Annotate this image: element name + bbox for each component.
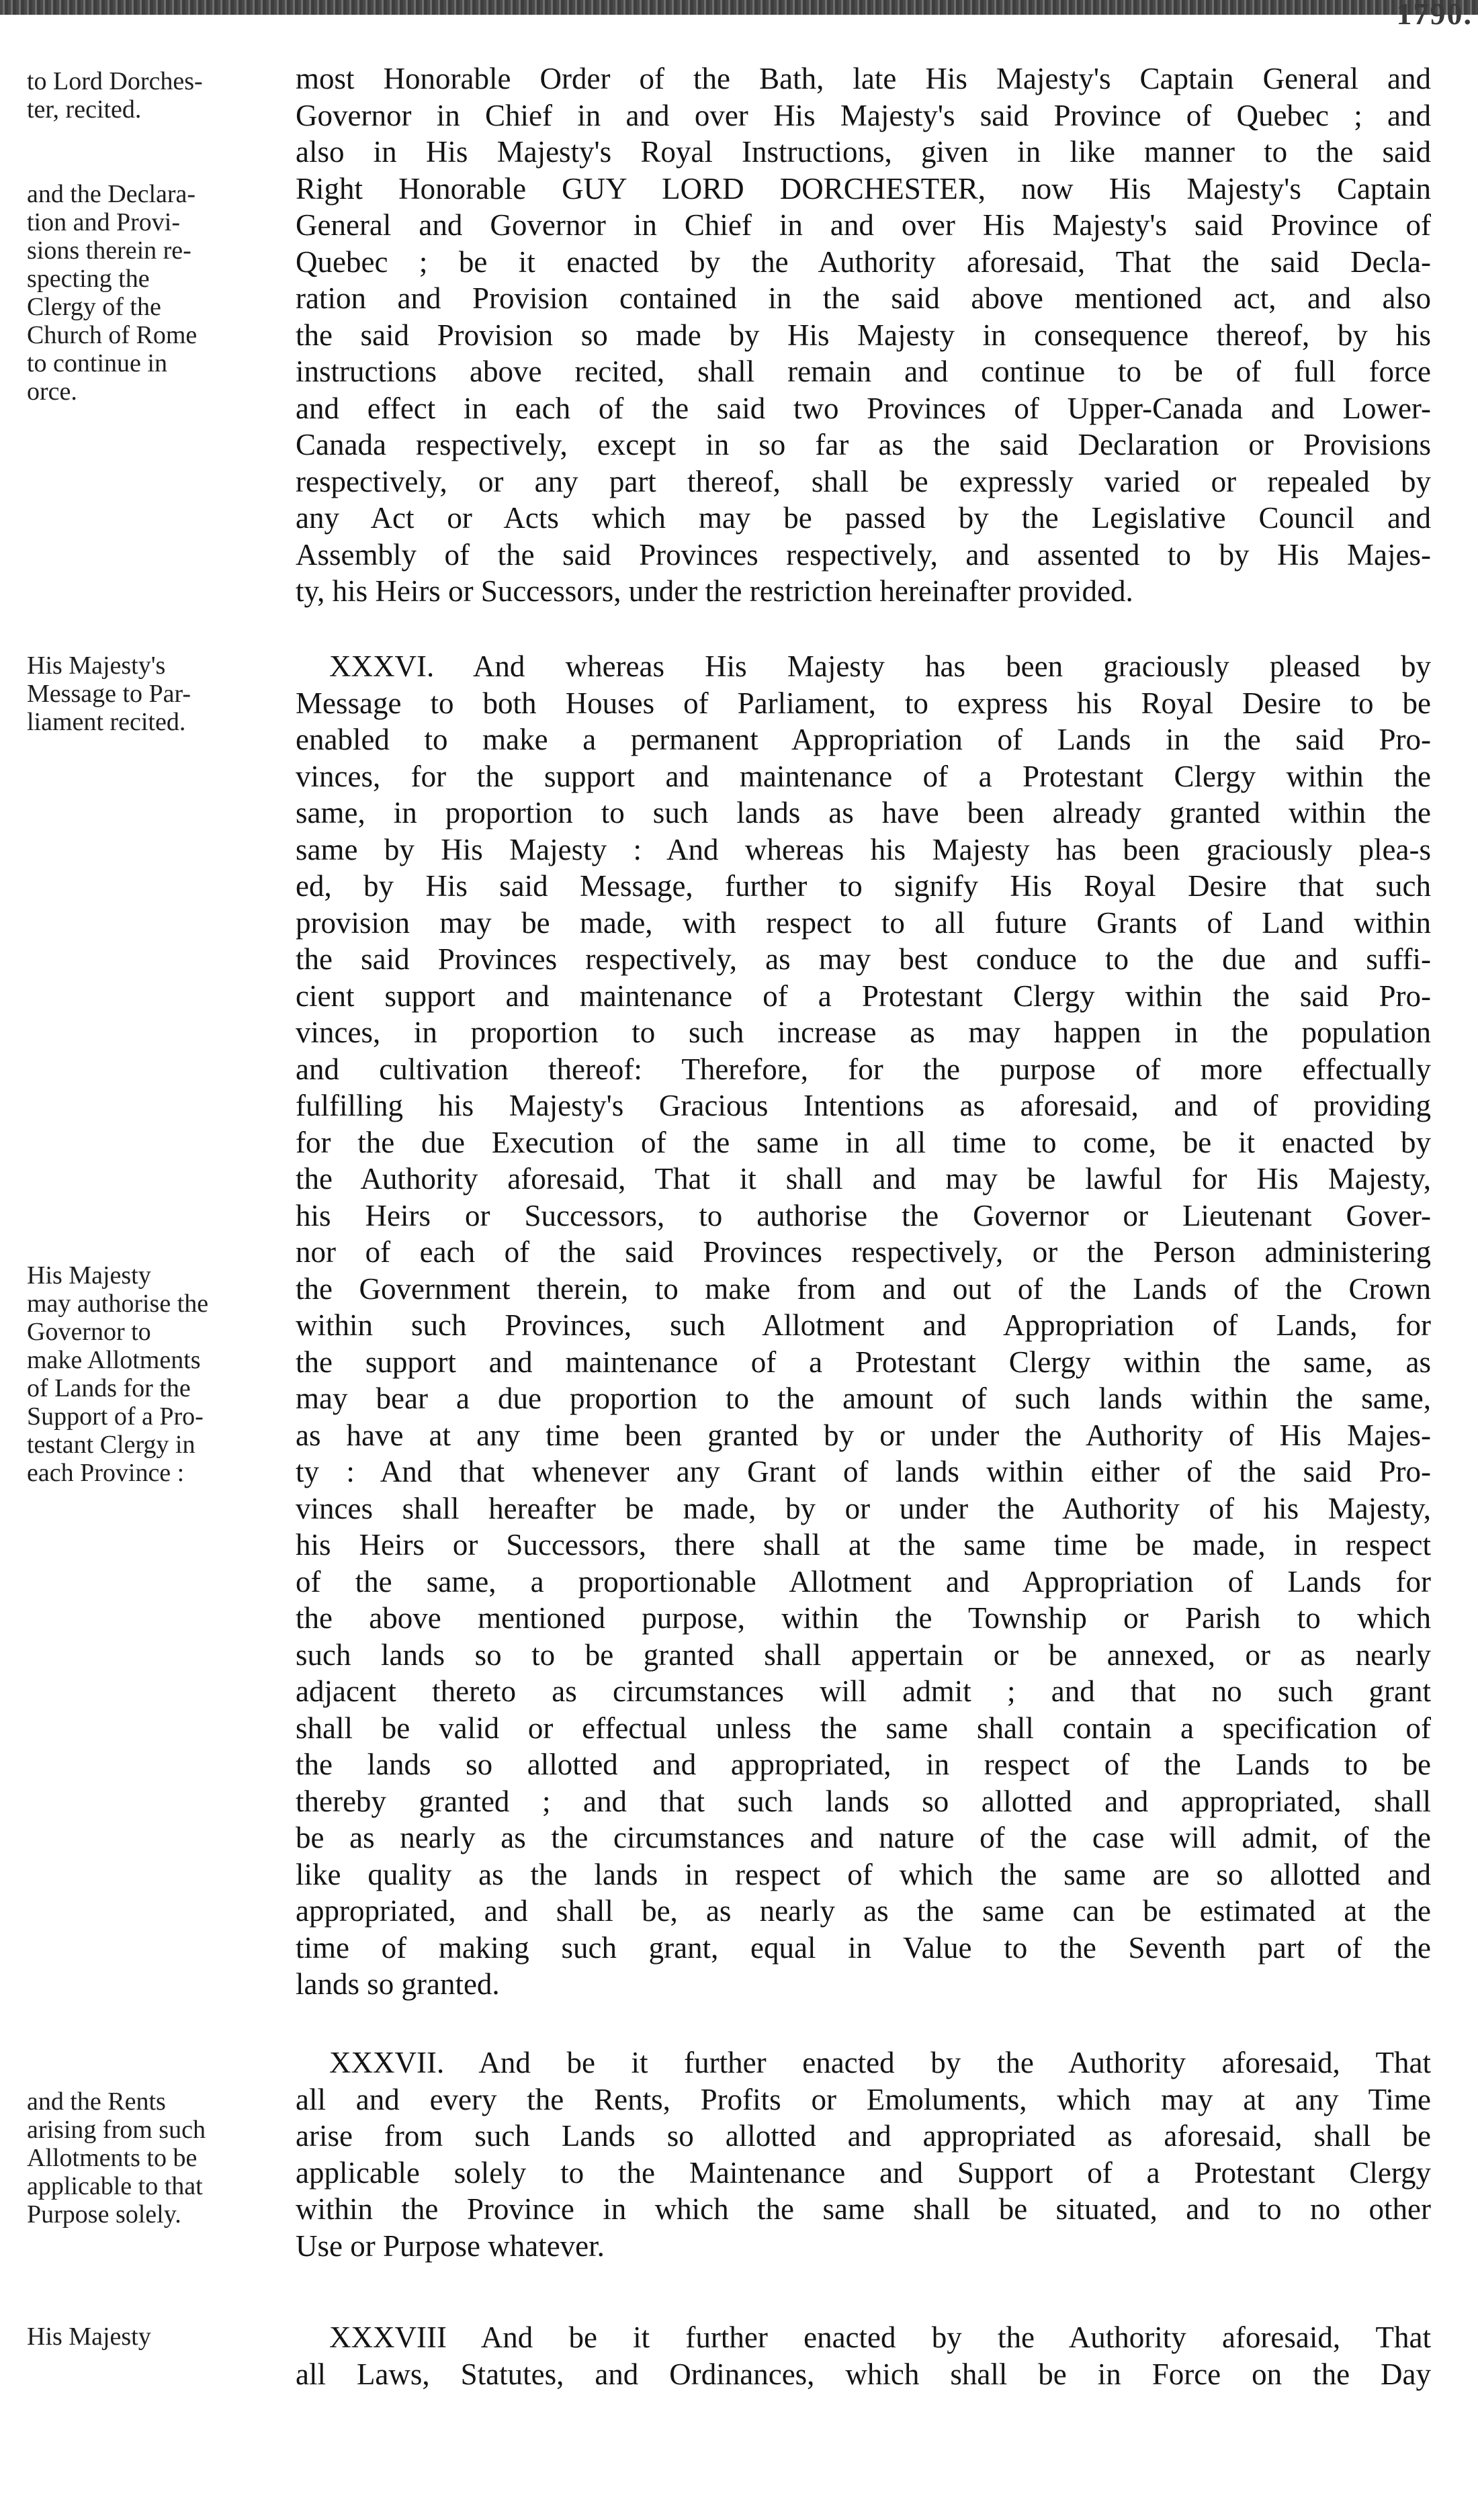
paragraph-line: the said Provinces respectively, as may best conduce to the due and suffi- <box>296 942 1431 976</box>
paragraph-line: General and Governor in Chief in and over His Majesty's said Province of <box>296 208 1431 242</box>
margin-note-line: liament recited. <box>27 708 186 736</box>
paragraph-section-xxxviii <box>296 2319 1431 2392</box>
paragraph-line: same by His Majesty : And whereas his Majesty has been graciously plea-s <box>296 832 1431 866</box>
page-top-edge <box>0 0 1478 15</box>
paragraph-line: respectively, or any part thereof, shall be expressly varied or repealed by <box>296 464 1431 498</box>
margin-note-line: to Lord Dorches- <box>27 67 203 95</box>
paragraph-line: and effect in each of the said two Provinces of Upper-Canada and Lower- <box>296 391 1431 425</box>
paragraph-line: time of making such grant, equal in Value to the Seventh part of the <box>296 1930 1431 1965</box>
paragraph-line: ration and Provision contained in the said above mentioned act, and also <box>296 281 1431 315</box>
margin-note-line: His Majesty's <box>27 651 166 680</box>
paragraph-line: thereby granted ; and that such lands so allotted and appropriated, shall <box>296 1784 1431 1818</box>
margin-note-line: applicable to that <box>27 2172 203 2200</box>
paragraph-line: like quality as the lands in respect of which the same are so allotted and <box>296 1857 1431 1891</box>
paragraph-line: Quebec ; be it enacted by the Authority aforesaid, That the said Decla- <box>296 244 1431 279</box>
margin-note-line: Support of a Pro- <box>27 1402 204 1431</box>
margin-note-line: Purpose solely. <box>27 2200 181 2229</box>
paragraph-line: provision may be made, with respect to all future Grants of Land within <box>296 905 1431 940</box>
paragraph-line: adjacent thereto as circumstances will admit ; and that no such grant <box>296 1674 1431 1708</box>
paragraph-line: Assembly of the said Provinces respectively, and assented to by His Majes- <box>296 537 1431 572</box>
paragraph-line: vinces shall hereafter be made, by or under the Authority of his Majesty, <box>296 1491 1431 1525</box>
paragraph-line: Use or Purpose whatever. <box>296 2229 605 2263</box>
margin-note-line <box>27 124 289 152</box>
paragraph-line: Canada respectively, except in so far as the said Declaration or Provisions <box>296 428 1431 461</box>
paragraph-line: the Government therein, to make from and out of the Lands of the Crown <box>296 1271 1431 1306</box>
paragraph-line: the above mentioned purpose, within the Township or Parish to which <box>296 1601 1431 1635</box>
paragraph-line: any Act or Acts which may be passed by the Legislative Council and <box>296 501 1431 535</box>
margin-note-line: sions therein re- <box>27 236 191 265</box>
margin-note-line: may authorise the <box>27 1290 209 1318</box>
running-head: 1790. <box>1396 0 1473 31</box>
paragraph-line: XXXVI. And whereas His Majesty has been graciously pleased by <box>329 649 1431 683</box>
margin-note-line: orce. <box>27 377 77 406</box>
margin-note-line: and the Rents <box>27 2087 166 2116</box>
paragraph-line: the said Provision so made by His Majesty in consequence thereof, by his <box>296 318 1431 352</box>
paragraph-line: shall be valid or effectual unless the same shall contain a specification of <box>296 1711 1431 1745</box>
margin-note-his-majesty <box>27 2323 289 2351</box>
margin-note-line: Message to Par- <box>27 680 191 708</box>
paragraph-line: arise from such Lands so allotted and appropriated as aforesaid, shall be <box>296 2119 1431 2153</box>
paragraph-line: Message to both Houses of Parliament, to express his Royal Desire to be <box>296 686 1431 720</box>
paragraph-line: such lands so to be granted shall appertain or be annexed, or as nearly <box>296 1637 1431 1672</box>
margin-note-line: Clergy of the <box>27 293 161 321</box>
margin-note-may-authorise-governor <box>27 1261 289 1487</box>
paragraph-line: his Heirs or Successors, to authorise the Governor or Lieutenant Gover- <box>296 1198 1431 1232</box>
paragraph-line: his Heirs or Successors, there shall at the same time be made, in respect <box>296 1528 1431 1562</box>
margin-note-line: His Majesty <box>27 2323 151 2351</box>
margin-note-line: tion and Provi- <box>27 208 180 236</box>
margin-note-rents-applicable <box>27 2087 289 2229</box>
paragraph-line: as have at any time been granted by or under the Authority of His Majes- <box>296 1418 1431 1452</box>
paragraph-line: for the due Execution of the same in all time to come, be it enacted by <box>296 1125 1431 1159</box>
margin-note-message-recited <box>27 651 289 736</box>
margin-note-line: testant Clergy in <box>27 1431 195 1459</box>
paragraph-line: the Authority aforesaid, That it shall and may be lawful for His Majesty, <box>296 1162 1431 1196</box>
margin-note-line: specting the <box>27 265 150 293</box>
paragraph-line: enabled to make a permanent Appropriation of Lands in the said Pro- <box>296 723 1431 756</box>
paragraph-line: may bear a due proportion to the amount of such lands within the same, <box>296 1382 1431 1415</box>
paragraph-line: be as nearly as the circumstances and nature of the case will admit, of the <box>296 1821 1431 1854</box>
paragraph-line: the lands so allotted and appropriated, in respect of the Lands to be <box>296 1748 1431 1781</box>
paragraph-line: same, in proportion to such lands as have been already granted within the <box>296 796 1431 829</box>
paragraph-line: also in His Majesty's Royal Instructions, given in like manner to the said <box>296 135 1431 169</box>
margin-note-line: Governor to <box>27 1318 151 1346</box>
paragraph-line: and cultivation thereof: Therefore, for the purpose of more effectually <box>296 1052 1431 1086</box>
paragraph-line: vinces, in proportion to such increase as may happen in the population <box>296 1016 1431 1049</box>
margin-note-line: to continue in <box>27 349 167 377</box>
margin-note-dorchester-recited <box>27 67 289 406</box>
paragraph-section-xxxvii <box>296 2044 1431 2264</box>
paragraph-line: Governor in Chief in and over His Majesty's said Province of Quebec ; and <box>296 98 1431 132</box>
margin-note-line: arising from such <box>27 2116 206 2144</box>
margin-note-line: His Majesty <box>27 1261 151 1290</box>
paragraph-line: appropriated, and shall be, as nearly as the same can be estimated at the <box>296 1894 1431 1928</box>
paragraph-line: most Honorable Order of the Bath, late His Majesty's Captain General and <box>296 62 1431 95</box>
margin-note-line: make Allotments <box>27 1346 201 1374</box>
paragraph-line: nor of each of the said Provinces respectively, or the Person administering <box>296 1235 1431 1269</box>
margin-note-line: and the Declara- <box>27 180 196 208</box>
paragraph-line: XXXVIII And be it further enacted by the Authority aforesaid, That <box>329 2321 1431 2354</box>
margin-note-line <box>27 152 289 180</box>
paragraph-line: instructions above recited, shall remain and continue to be of full force <box>296 355 1431 388</box>
margin-note-line: each Province : <box>27 1459 185 1487</box>
paragraph-line: ty : And that whenever any Grant of lands within either of the said Pro- <box>296 1455 1431 1488</box>
paragraph-line: ty, his Heirs or Successors, under the restriction hereinafter provided. <box>296 574 1133 608</box>
paragraph-declaration-continuation <box>296 60 1431 610</box>
paragraph-section-xxxvi <box>296 648 1431 2003</box>
paragraph-line: within the Province in which the same shall be situated, and to no other <box>296 2192 1431 2226</box>
paragraph-line: fulfilling his Majesty's Gracious Intentions as aforesaid, and of providing <box>296 1089 1431 1122</box>
paragraph-line: cient support and maintenance of a Protestant Clergy within the said Pro- <box>296 979 1431 1013</box>
paragraph-line: all and every the Rents, Profits or Emoluments, which may at any Time <box>296 2082 1431 2116</box>
paragraph-line: applicable solely to the Maintenance and Support of a Protestant Clergy <box>296 2155 1431 2190</box>
margin-note-line: of Lands for the <box>27 1374 191 1402</box>
paragraph-line: Right Honorable GUY LORD DORCHESTER, now His Majesty's Captain <box>296 171 1431 206</box>
margin-note-line: Allotments to be <box>27 2144 198 2172</box>
paragraph-line: within such Provinces, such Allotment and Appropriation of Lands, for <box>296 1308 1431 1342</box>
paragraph-line: the support and maintenance of a Protestant Clergy within the same, as <box>296 1345 1431 1379</box>
paragraph-line: XXXVII. And be it further enacted by the Authority aforesaid, That <box>329 2046 1431 2079</box>
margin-note-line: ter, recited. <box>27 95 142 124</box>
paragraph-line: of the same, a proportionable Allotment and Appropriation of Lands for <box>296 1564 1431 1599</box>
margin-note-line: Church of Rome <box>27 321 198 349</box>
paragraph-line: ed, by His said Message, further to signify His Royal Desire that such <box>296 869 1431 903</box>
paragraph-line: lands so granted. <box>296 1967 500 2001</box>
paragraph-line: all Laws, Statutes, and Ordinances, which shall be in Force on the Day <box>296 2357 1431 2391</box>
paragraph-line: vinces, for the support and maintenance of a Protestant Clergy within the <box>296 759 1431 793</box>
